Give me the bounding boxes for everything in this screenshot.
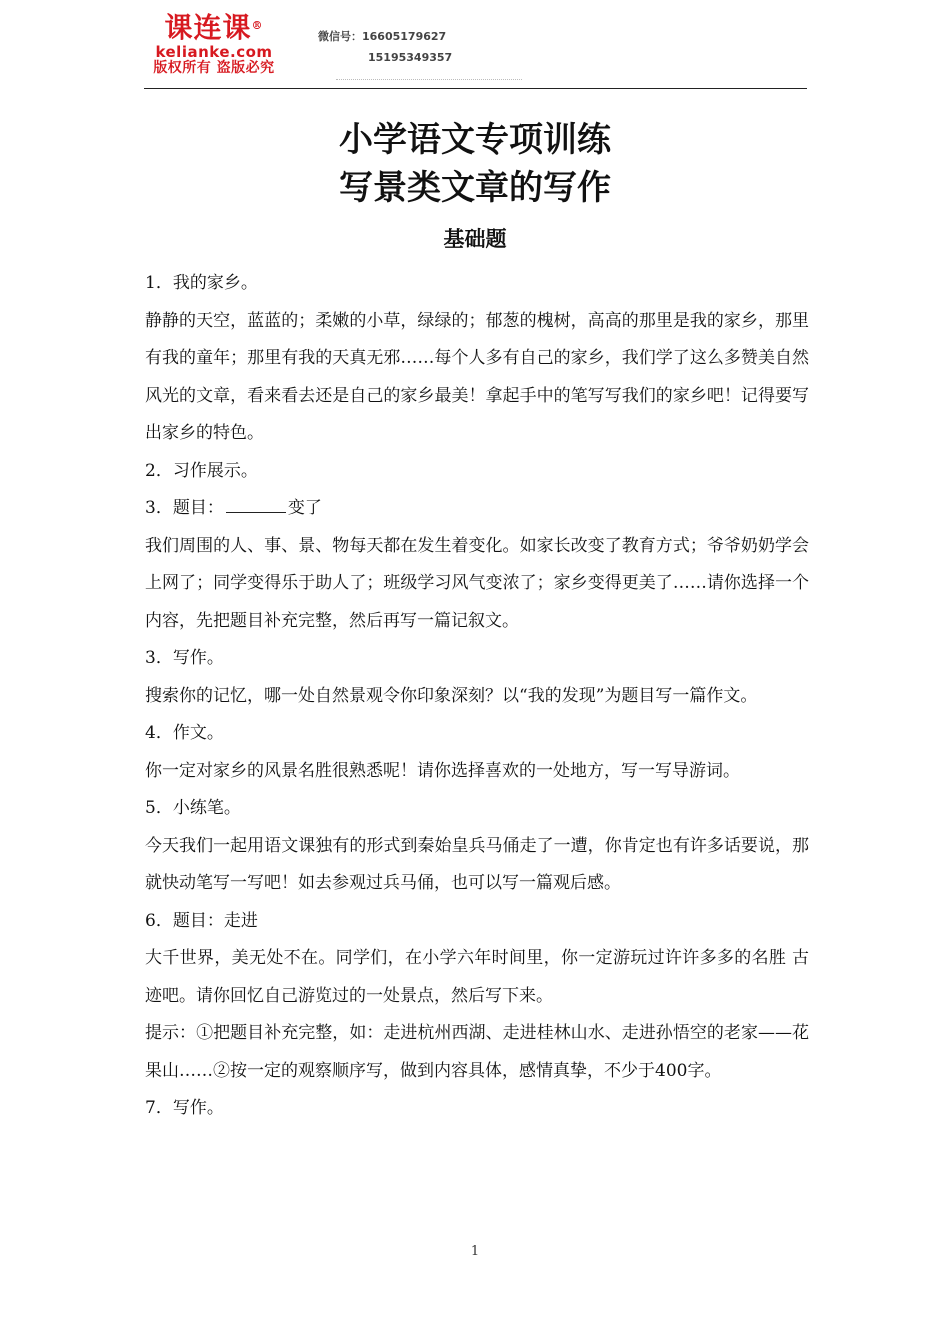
question-3b-heading: 3．写作。 (145, 648, 224, 668)
question-3a-heading (145, 490, 809, 528)
question-1-body: 静静的天空，蓝蓝的；柔嫩的小草，绿绿的；郁葱的槐树，高高的那里是我的家乡，那里有我的童年；那里有我的天真无邪……每个人多有自己的家乡，我们学了这么多赞美自然风光的文章，看来看去还是自己的家乡最美！拿起手中的笔写写我们的家乡吧！记得要写出家乡的特色。 (145, 310, 809, 443)
header-divider (144, 88, 807, 89)
question-1-heading: 1．我的家乡。 (145, 273, 258, 293)
question-5-heading: 5．小练笔。 (145, 798, 241, 818)
question-3b-body: 搜索你的记忆，哪一处自然景观令你印象深刻？以“我的发现”为题目写一篇作文。 (145, 685, 758, 706)
document-title-line2: 写景类文章的写作 (339, 168, 611, 208)
question-6-hint: 提示：①把题目补充完整，如：走进杭州西湖、走进桂林山水、走进孙悟空的老家——花果山……②按一定的观察顺序写，做到内容具体，感情真挚，不少于400字。 (145, 1023, 809, 1081)
question-3a-suffix: 变了 (287, 498, 322, 518)
contact-info (318, 26, 452, 68)
fill-in-blank (226, 498, 286, 513)
question-2-heading: 2．习作展示。 (145, 460, 258, 481)
question-4-body: 你一定对家乡的风景名胜很熟悉呢！请你选择喜欢的一处地方，写一写导游词。 (145, 760, 740, 781)
question-6-body: 大千世界，美无处不在。同学们，在小学六年时间里，你一定游玩过许许多多的名胜 古迹吧。请你回忆自己游览过的一处景点，然后写下来。 (145, 948, 809, 1006)
question-3a-prefix: 3．题目： (145, 498, 224, 518)
wechat-number: 微信号：16605179627 (318, 30, 447, 43)
question-6-heading: 6．题目：走进 (145, 910, 258, 931)
logo-domain: kelianke.com (155, 43, 273, 61)
document-title-line1: 小学语文专项训练 (339, 120, 611, 160)
section-heading: 基础题 (443, 227, 507, 251)
logo-copyright: 版权所有 盗版必究 (153, 60, 275, 76)
faint-watermark-line (336, 79, 522, 84)
document-body (145, 265, 809, 1128)
question-5-body: 今天我们一起用语文课独有的形式到秦始皇兵马俑走了一遭，你肯定也有许多话要说，那就快动笔写一写吧！如去参观过兵马俑，也可以写一篇观后感。 (145, 835, 809, 893)
phone-number: 15195349357 (368, 51, 453, 64)
question-3a-body: 我们周围的人、事、景、物每天都在发生着变化。如家长改变了教育方式；爷爷奶奶学会上网了；同学变得乐于助人了；班级学习风气变浓了；家乡变得更美了……请你选择一个内容，先把题目补充完整，然后再写一篇记叙文。 (145, 535, 809, 631)
page-number: 1 (470, 1244, 480, 1259)
kelianke-logo (150, 12, 278, 77)
question-4-heading: 4．作文。 (145, 723, 224, 743)
registered-mark: ® (251, 19, 264, 32)
logo-wordmark: 课连课® (164, 11, 264, 44)
question-7-heading: 7．写作。 (145, 1098, 224, 1118)
